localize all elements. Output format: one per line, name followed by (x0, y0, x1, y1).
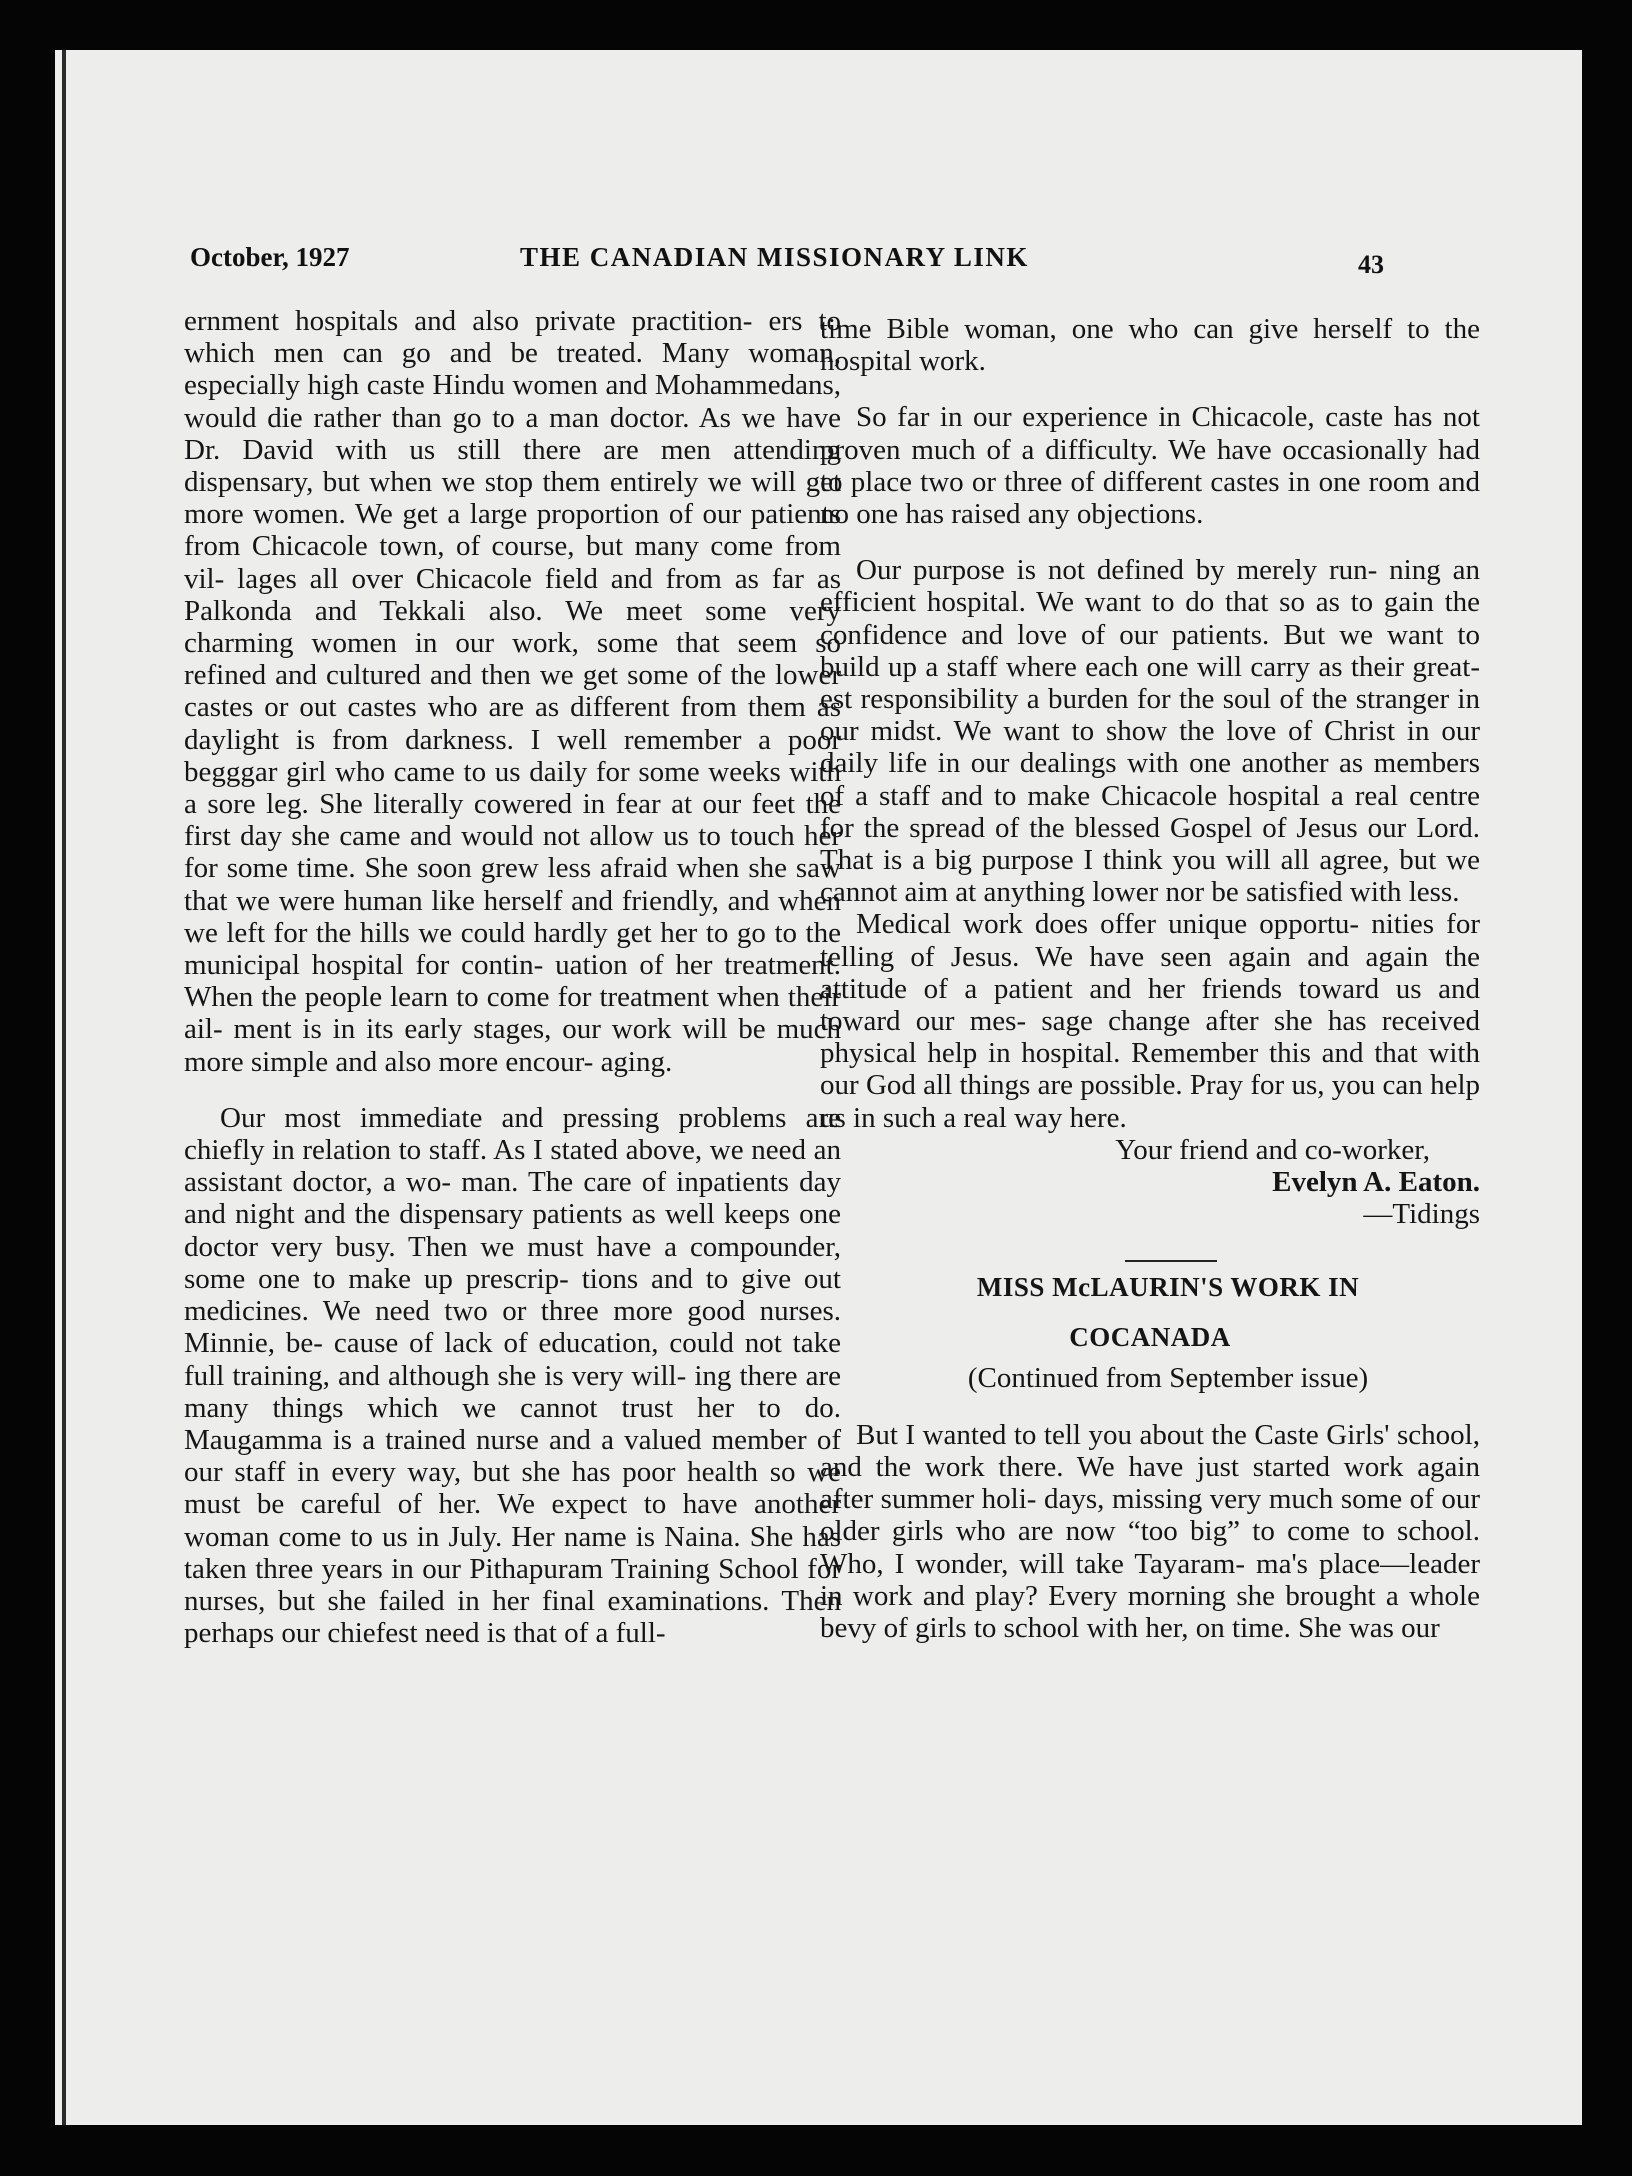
document-page (55, 50, 1582, 2125)
right-column (820, 313, 1480, 1644)
body-paragraph: Our most immediate and pressing problems are chiefly in relation to staff. As I stated above, we need an assistant doctor, a wo- man. The care of inpatients day and night and the dispensary patients as well keeps one doctor very busy. Then we must have a compounder, some one to make up prescrip- tions and to give out medicines. We need two or three more good nurses. Minnie, be- cause of lack of education, could not take full training, and although she is very will- ing there are many things which we cannot trust her to do. Maugamma is a trained nurse and a valued member of our staff in every way, but she has poor health so we must be careful of her. We expect to have another woman come to us in July. Her name is Naina. She has taken three years in our Pithapuram Training School for nurses, but she failed in her final examinations. Then perhaps our chiefest need is that of a full- (184, 1101, 841, 1650)
section-title (820, 1262, 1480, 1362)
source-attribution: —Tidings (1363, 1198, 1480, 1231)
binding-edge (62, 50, 66, 2125)
body-paragraph: Medical work does offer unique opportu- nities for telling of Jesus. We have seen again and again the attitude of a patient and her friends toward us and toward our mes- sage change after she has received physical help in hospital. Remember this and that with our God all things are possible. Pray for us, you can help us in such a real way here. (820, 908, 1480, 1134)
letter-closing: Your friend and co-worker, (1115, 1133, 1430, 1166)
body-paragraph: ernment hospitals and also private practition- ers to which men can go and be treated. Many woman, especially high caste Hindu women and Mohammedans, would die rather than go to a man doctor. As we have Dr. David with us still there are men attending dispensary, but when we stop them entirely we will get more women. We get a large proportion of our patients from Chicacole town, of course, but many come from vil- lages all over Chicacole field and from as far as Palkonda and Tekkali also. We meet some very charming women in our work, some that seem so refined and cultured and then we get some of the lower castes or out castes who are as different from them as daylight is from darkness. I well remember a poor begggar girl who came to us daily for some weeks with a sore leg. She literally cowered in fear at our feet the first day she came and would not allow us to touch her for some time. She soon grew less afraid when she saw that we were human like herself and friendly, and when we left for the hills we could hardly get her to go to the municipal hospital for contin- uation of her treatment. When the people learn to come for treatment when their ail- ment is in its early stages, our work will be much more simple and also more encour- aging. (184, 305, 841, 1078)
publication-title: THE CANADIAN MISSIONARY LINK (520, 242, 1029, 272)
letter-signature: Evelyn A. Eaton. (1272, 1166, 1480, 1199)
body-paragraph: So far in our experience in Chicacole, caste has not proven much of a difficulty. We have occasionally had to place two or three of different castes in one room and no one has raised any objections. (820, 401, 1480, 531)
body-paragraph: Our purpose is not defined by merely run- ning an efficient hospital. We want to do that so as to gain the confidence and love of our patients. But we want to build up a staff where each one will carry as their great- est responsibility a burden for the soul of the stranger in our midst. We want to show the love of Christ in our daily life in our dealings with one another as members of a staff and to make Chicacole hospital a real centre for the spread of the blessed Gospel of Jesus our Lord. That is a big purpose I think you will all agree, but we cannot aim at anything lower nor be satisfied with less. (820, 554, 1480, 909)
page-header (55, 195, 1582, 279)
section-title-line-2: COCANADA (1069, 1322, 1231, 1353)
section-title-line-1: MISS McLAURIN'S WORK IN (976, 1272, 1360, 1303)
page-number: 43 (1358, 250, 1384, 279)
body-paragraph: time Bible woman, one who can give herself to the hospital work. (820, 313, 1480, 378)
section-subtitle: (Continued from September issue) (967, 1362, 1369, 1395)
issue-date: October, 1927 (190, 242, 350, 272)
left-column (184, 305, 841, 1649)
body-paragraph: But I wanted to tell you about the Caste Girls' school, and the work there. We have just started work again after summer holi- days, missing very much some of our older girls who are now “too big” to come to school. Who, I wonder, will take Tayaram- ma's place—leader in work and play? Every morning she brought a whole bevy of girls to school with her, on time. She was our (820, 1418, 1480, 1644)
